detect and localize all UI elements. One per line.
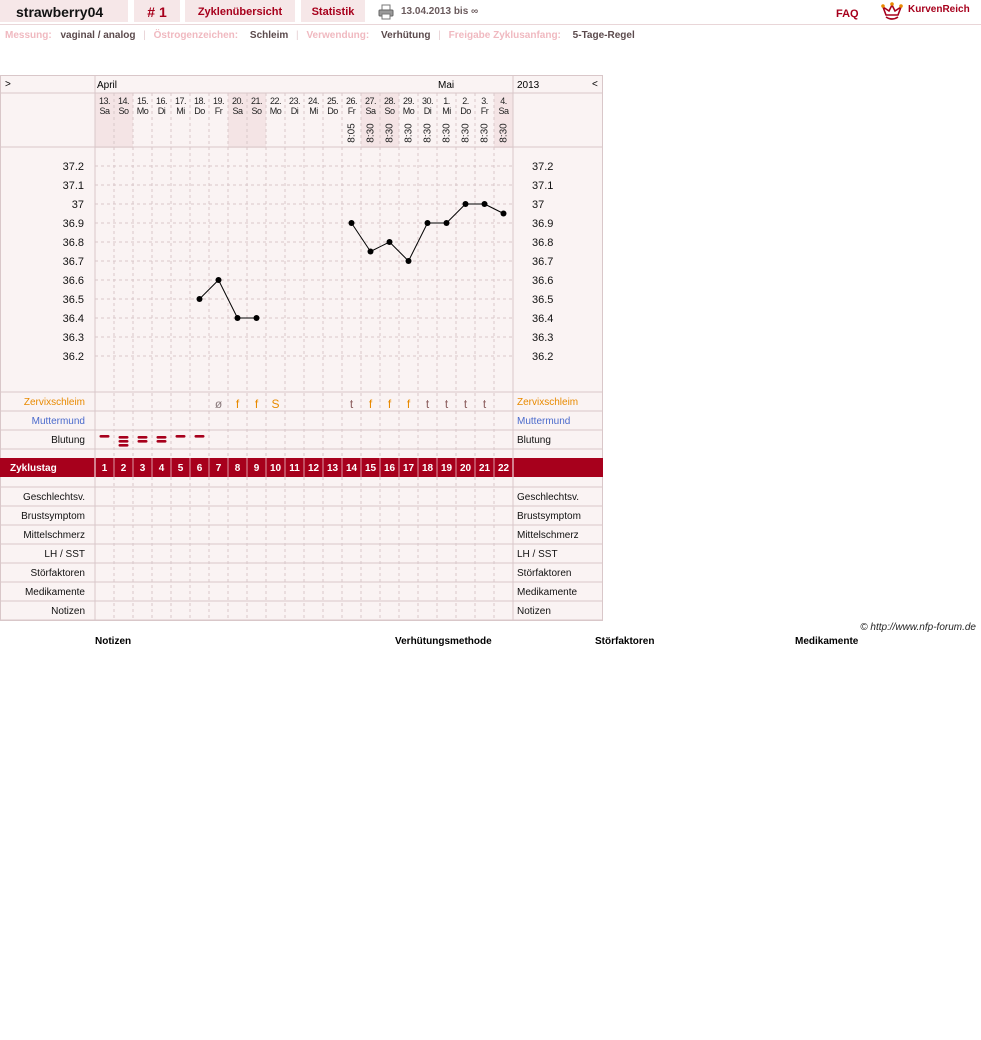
temp-tick-left: 37.1 (62, 180, 84, 192)
cycle-day-number: 13 (326, 463, 339, 474)
month-label-april: April (97, 80, 118, 91)
cycle-day-number: 14 (345, 463, 358, 474)
cycle-day-number: 22 (497, 463, 510, 474)
mucus-symbol[interactable]: ø (214, 397, 223, 411)
day-date: 27. (364, 96, 377, 106)
day-weekday: Sa (232, 106, 243, 116)
day-date: 3. (481, 96, 488, 106)
cycle-day-number: 20 (459, 463, 472, 474)
temp-tick-left: 36.9 (62, 218, 84, 230)
nav-next-button[interactable]: < (592, 79, 598, 90)
temp-tick-right: 37.1 (532, 180, 554, 192)
day-date: 30. (421, 96, 434, 106)
cycle-start-rule-value: 5-Tage-Regel (572, 30, 635, 41)
cycle-day-number: 3 (139, 463, 146, 474)
bleeding-mark[interactable] (138, 436, 148, 439)
temperature-chart (0, 75, 603, 621)
day-date: 21. (250, 96, 263, 106)
month-label-may: Mai (438, 80, 455, 91)
day-weekday: Sa (498, 106, 509, 116)
bleeding-mark[interactable] (176, 435, 186, 438)
temp-tick-left: 36.8 (62, 237, 84, 249)
cycle-day-label: Zyklustag (10, 463, 57, 474)
cycle-day-number: 8 (234, 463, 241, 474)
day-weekday: Di (423, 106, 432, 116)
cycle-day-number: 21 (478, 463, 491, 474)
mucus-symbol[interactable]: t (482, 397, 487, 411)
bleeding-mark[interactable] (119, 440, 129, 443)
temp-point[interactable] (463, 201, 469, 207)
mucus-symbol[interactable]: f (254, 397, 259, 411)
row-label-left-notizen[interactable]: Notizen (51, 606, 85, 617)
mucus-symbol[interactable]: f (368, 397, 373, 411)
bleeding-mark[interactable] (157, 440, 167, 443)
row-label-right-stoerfaktoren[interactable]: Störfaktoren (517, 568, 572, 579)
muttermund-label-right[interactable]: Muttermund (517, 416, 571, 427)
day-date: 24. (307, 96, 320, 106)
medication-heading: Medikamente (795, 636, 859, 647)
day-weekday: Do (194, 106, 205, 116)
temp-tick-right: 37 (532, 199, 545, 211)
temp-tick-right: 36.9 (532, 218, 554, 230)
row-label-left-mittelschmerz[interactable]: Mittelschmerz (23, 530, 85, 541)
bleeding-mark[interactable] (157, 436, 167, 439)
day-weekday: So (251, 106, 262, 116)
bleeding-mark[interactable] (100, 435, 110, 438)
day-date: 1. (443, 96, 450, 106)
day-date: 22. (269, 96, 282, 106)
crown-icon (880, 1, 904, 21)
day-date: 17. (174, 96, 187, 106)
day-weekday: Mo (269, 106, 282, 116)
temp-tick-left: 36.7 (62, 256, 84, 268)
row-label-right-lh_sst[interactable]: LH / SST (517, 549, 558, 560)
day-weekday: Mi (309, 106, 318, 116)
row-label-left-brustsymptom[interactable]: Brustsymptom (21, 511, 85, 522)
day-date: 13. (98, 96, 111, 106)
day-date: 25. (326, 96, 339, 106)
cycle-day-number: 16 (383, 463, 396, 474)
row-label-left-geschlechtsv[interactable]: Geschlechtsv. (22, 492, 85, 503)
day-date: 18. (193, 96, 206, 106)
bleeding-mark[interactable] (195, 435, 205, 438)
day-date: 15. (136, 96, 149, 106)
temp-tick-left: 36.3 (62, 332, 84, 344)
temp-tick-left: 36.2 (62, 351, 84, 363)
cycle-settings: Messung: vaginal / analog | Östrogenzeichen: Schleim | Verwendung: Verhütung | Freigabe Zyklusanfang: 5-Tage-Regel (5, 30, 635, 41)
cycle-day-number: 2 (120, 463, 127, 474)
temp-point[interactable] (235, 315, 241, 321)
row-label-right-brustsymptom[interactable]: Brustsymptom (517, 511, 581, 522)
cycle-day-number: 4 (158, 463, 165, 474)
mucus-symbol[interactable]: S (271, 397, 280, 411)
usage-value: Verhütung (381, 30, 431, 41)
cycle-day-number: 19 (440, 463, 453, 474)
temp-point[interactable] (406, 258, 412, 264)
cycle-day-number: 7 (215, 463, 222, 474)
temp-point[interactable] (425, 220, 431, 226)
measurement-time: 8:30 (479, 123, 491, 143)
row-label-right-medikamente[interactable]: Medikamente (517, 587, 578, 598)
cycle-number-tab[interactable]: # 1 (134, 0, 180, 22)
row-label-left-lh_sst[interactable]: LH / SST (44, 549, 85, 560)
cycle-day-number: 10 (269, 463, 282, 474)
day-weekday: Fr (480, 106, 489, 116)
measurement-time: 8:30 (403, 123, 415, 143)
row-label-right-geschlechtsv[interactable]: Geschlechtsv. (517, 492, 580, 503)
disruptions-heading: Störfaktoren (595, 636, 655, 647)
top-bar (0, 0, 981, 25)
temp-point[interactable] (482, 201, 488, 207)
temp-point[interactable] (216, 277, 222, 283)
day-weekday: Mo (402, 106, 415, 116)
row-label-left-medikamente[interactable]: Medikamente (24, 587, 85, 598)
day-date: 29. (402, 96, 415, 106)
temp-tick-left: 36.4 (62, 313, 84, 325)
logo-text: KurvenReich (908, 4, 970, 15)
day-weekday: Sa (99, 106, 110, 116)
cycle-day-number: 6 (196, 463, 203, 474)
temp-tick-left: 36.6 (62, 275, 84, 287)
cycle-day-number: 9 (253, 463, 260, 474)
temp-tick-left: 37 (71, 199, 84, 211)
mucus-symbol[interactable]: f (387, 397, 392, 411)
day-weekday: Fr (214, 106, 223, 116)
chart-background (1, 76, 603, 621)
nav-prev-button[interactable]: > (5, 79, 11, 90)
bleeding-label-left[interactable]: Blutung (51, 435, 85, 446)
estrogen-label: Östrogenzeichen: (153, 30, 239, 41)
mucus-symbol[interactable]: t (463, 397, 468, 411)
row-label-right-mittelschmerz[interactable]: Mittelschmerz (517, 530, 579, 541)
statistics-link[interactable]: Statistik (301, 0, 365, 22)
day-weekday: So (118, 106, 129, 116)
method-heading: Verhütungsmethode (395, 636, 492, 647)
day-weekday: Di (290, 106, 299, 116)
cycle-day-number: 15 (364, 463, 377, 474)
printer-icon[interactable] (378, 4, 394, 20)
cycle-day-number: 1 (101, 463, 108, 474)
measurement-time: 8:30 (498, 123, 510, 143)
temp-tick-right: 36.5 (532, 294, 554, 306)
day-date: 2. (462, 96, 469, 106)
day-weekday: Sa (365, 106, 376, 116)
cycle-day-number: 5 (177, 463, 184, 474)
zervix-label-left[interactable]: Zervixschleim (23, 397, 85, 408)
mucus-symbol[interactable]: f (235, 397, 240, 411)
day-weekday: Mi (442, 106, 451, 116)
day-weekday: Di (157, 106, 166, 116)
muttermund-label-left[interactable]: Muttermund (31, 416, 85, 427)
temp-tick-right: 36.4 (532, 313, 554, 325)
mucus-symbol[interactable]: t (444, 397, 449, 411)
temp-point[interactable] (444, 220, 450, 226)
bleeding-mark[interactable] (138, 440, 148, 443)
year-label: 2013 (517, 80, 540, 91)
temp-tick-right: 36.3 (532, 332, 554, 344)
cycles-overview-link[interactable]: Zyklenübersicht (185, 0, 295, 22)
measurement-time: 8:30 (384, 123, 396, 143)
day-date: 14. (117, 96, 130, 106)
temp-tick-right: 36.7 (532, 256, 554, 268)
chart-svg (0, 75, 603, 621)
measurement-time: 8:30 (365, 123, 377, 143)
day-date: 19. (212, 96, 225, 106)
cycle-day-number: 17 (402, 463, 415, 474)
copyright: © http://www.nfp-forum.de (860, 622, 976, 633)
temp-point[interactable] (368, 249, 374, 255)
date-range: 13.04.2013 bis ∞ (401, 6, 479, 17)
day-weekday: Fr (347, 106, 356, 116)
day-date: 4. (500, 96, 507, 106)
cycle-day-number: 12 (307, 463, 320, 474)
temp-tick-right: 37.2 (532, 161, 554, 173)
mucus-symbol[interactable]: t (425, 397, 430, 411)
day-weekday: So (384, 106, 395, 116)
bleeding-mark[interactable] (119, 436, 129, 439)
username-tab[interactable]: strawberry04 (0, 0, 128, 22)
mucus-symbol[interactable]: f (406, 397, 411, 411)
day-weekday: Mo (136, 106, 149, 116)
measurement-time: 8:30 (460, 123, 472, 143)
bleeding-label-right[interactable]: Blutung (517, 435, 551, 446)
day-date: 28. (383, 96, 396, 106)
row-label-right-notizen[interactable]: Notizen (517, 606, 551, 617)
temp-tick-right: 36.8 (532, 237, 554, 249)
day-date: 23. (288, 96, 301, 106)
usage-label: Verwendung: (306, 30, 370, 41)
temp-tick-right: 36.2 (532, 351, 554, 363)
row-label-left-stoerfaktoren[interactable]: Störfaktoren (30, 568, 85, 579)
temp-tick-left: 36.5 (62, 294, 84, 306)
day-weekday: Do (327, 106, 338, 116)
measurement-label: Messung: (5, 30, 52, 41)
measurement-time: 8:30 (422, 123, 434, 143)
mucus-symbol[interactable]: t (349, 397, 354, 411)
cycle-day-number: 18 (421, 463, 434, 474)
temp-tick-left: 37.2 (62, 161, 84, 173)
measurement-value: vaginal / analog (60, 30, 136, 41)
temp-point[interactable] (387, 239, 393, 245)
cycle-day-number: 11 (289, 463, 300, 474)
day-date: 26. (345, 96, 358, 106)
cycle-start-rule-label: Freigabe Zyklusanfang: (448, 30, 561, 41)
day-weekday: Do (460, 106, 471, 116)
day-date: 20. (231, 96, 244, 106)
notes-heading: Notizen (95, 636, 132, 647)
measurement-time: 8:30 (441, 123, 453, 143)
temp-point[interactable] (349, 220, 355, 226)
kurvenreich-logo[interactable] (880, 1, 980, 21)
day-weekday: Mi (176, 106, 185, 116)
temp-point[interactable] (254, 315, 260, 321)
day-date: 16. (155, 96, 168, 106)
faq-link[interactable]: FAQ (836, 8, 859, 20)
temp-point[interactable] (501, 211, 507, 217)
bleeding-mark[interactable] (119, 444, 129, 447)
zervix-label-right[interactable]: Zervixschleim (517, 397, 579, 408)
temp-point[interactable] (197, 296, 203, 302)
estrogen-value: Schleim (249, 30, 289, 41)
measurement-time: 8:05 (346, 123, 358, 143)
temp-tick-right: 36.6 (532, 275, 554, 287)
